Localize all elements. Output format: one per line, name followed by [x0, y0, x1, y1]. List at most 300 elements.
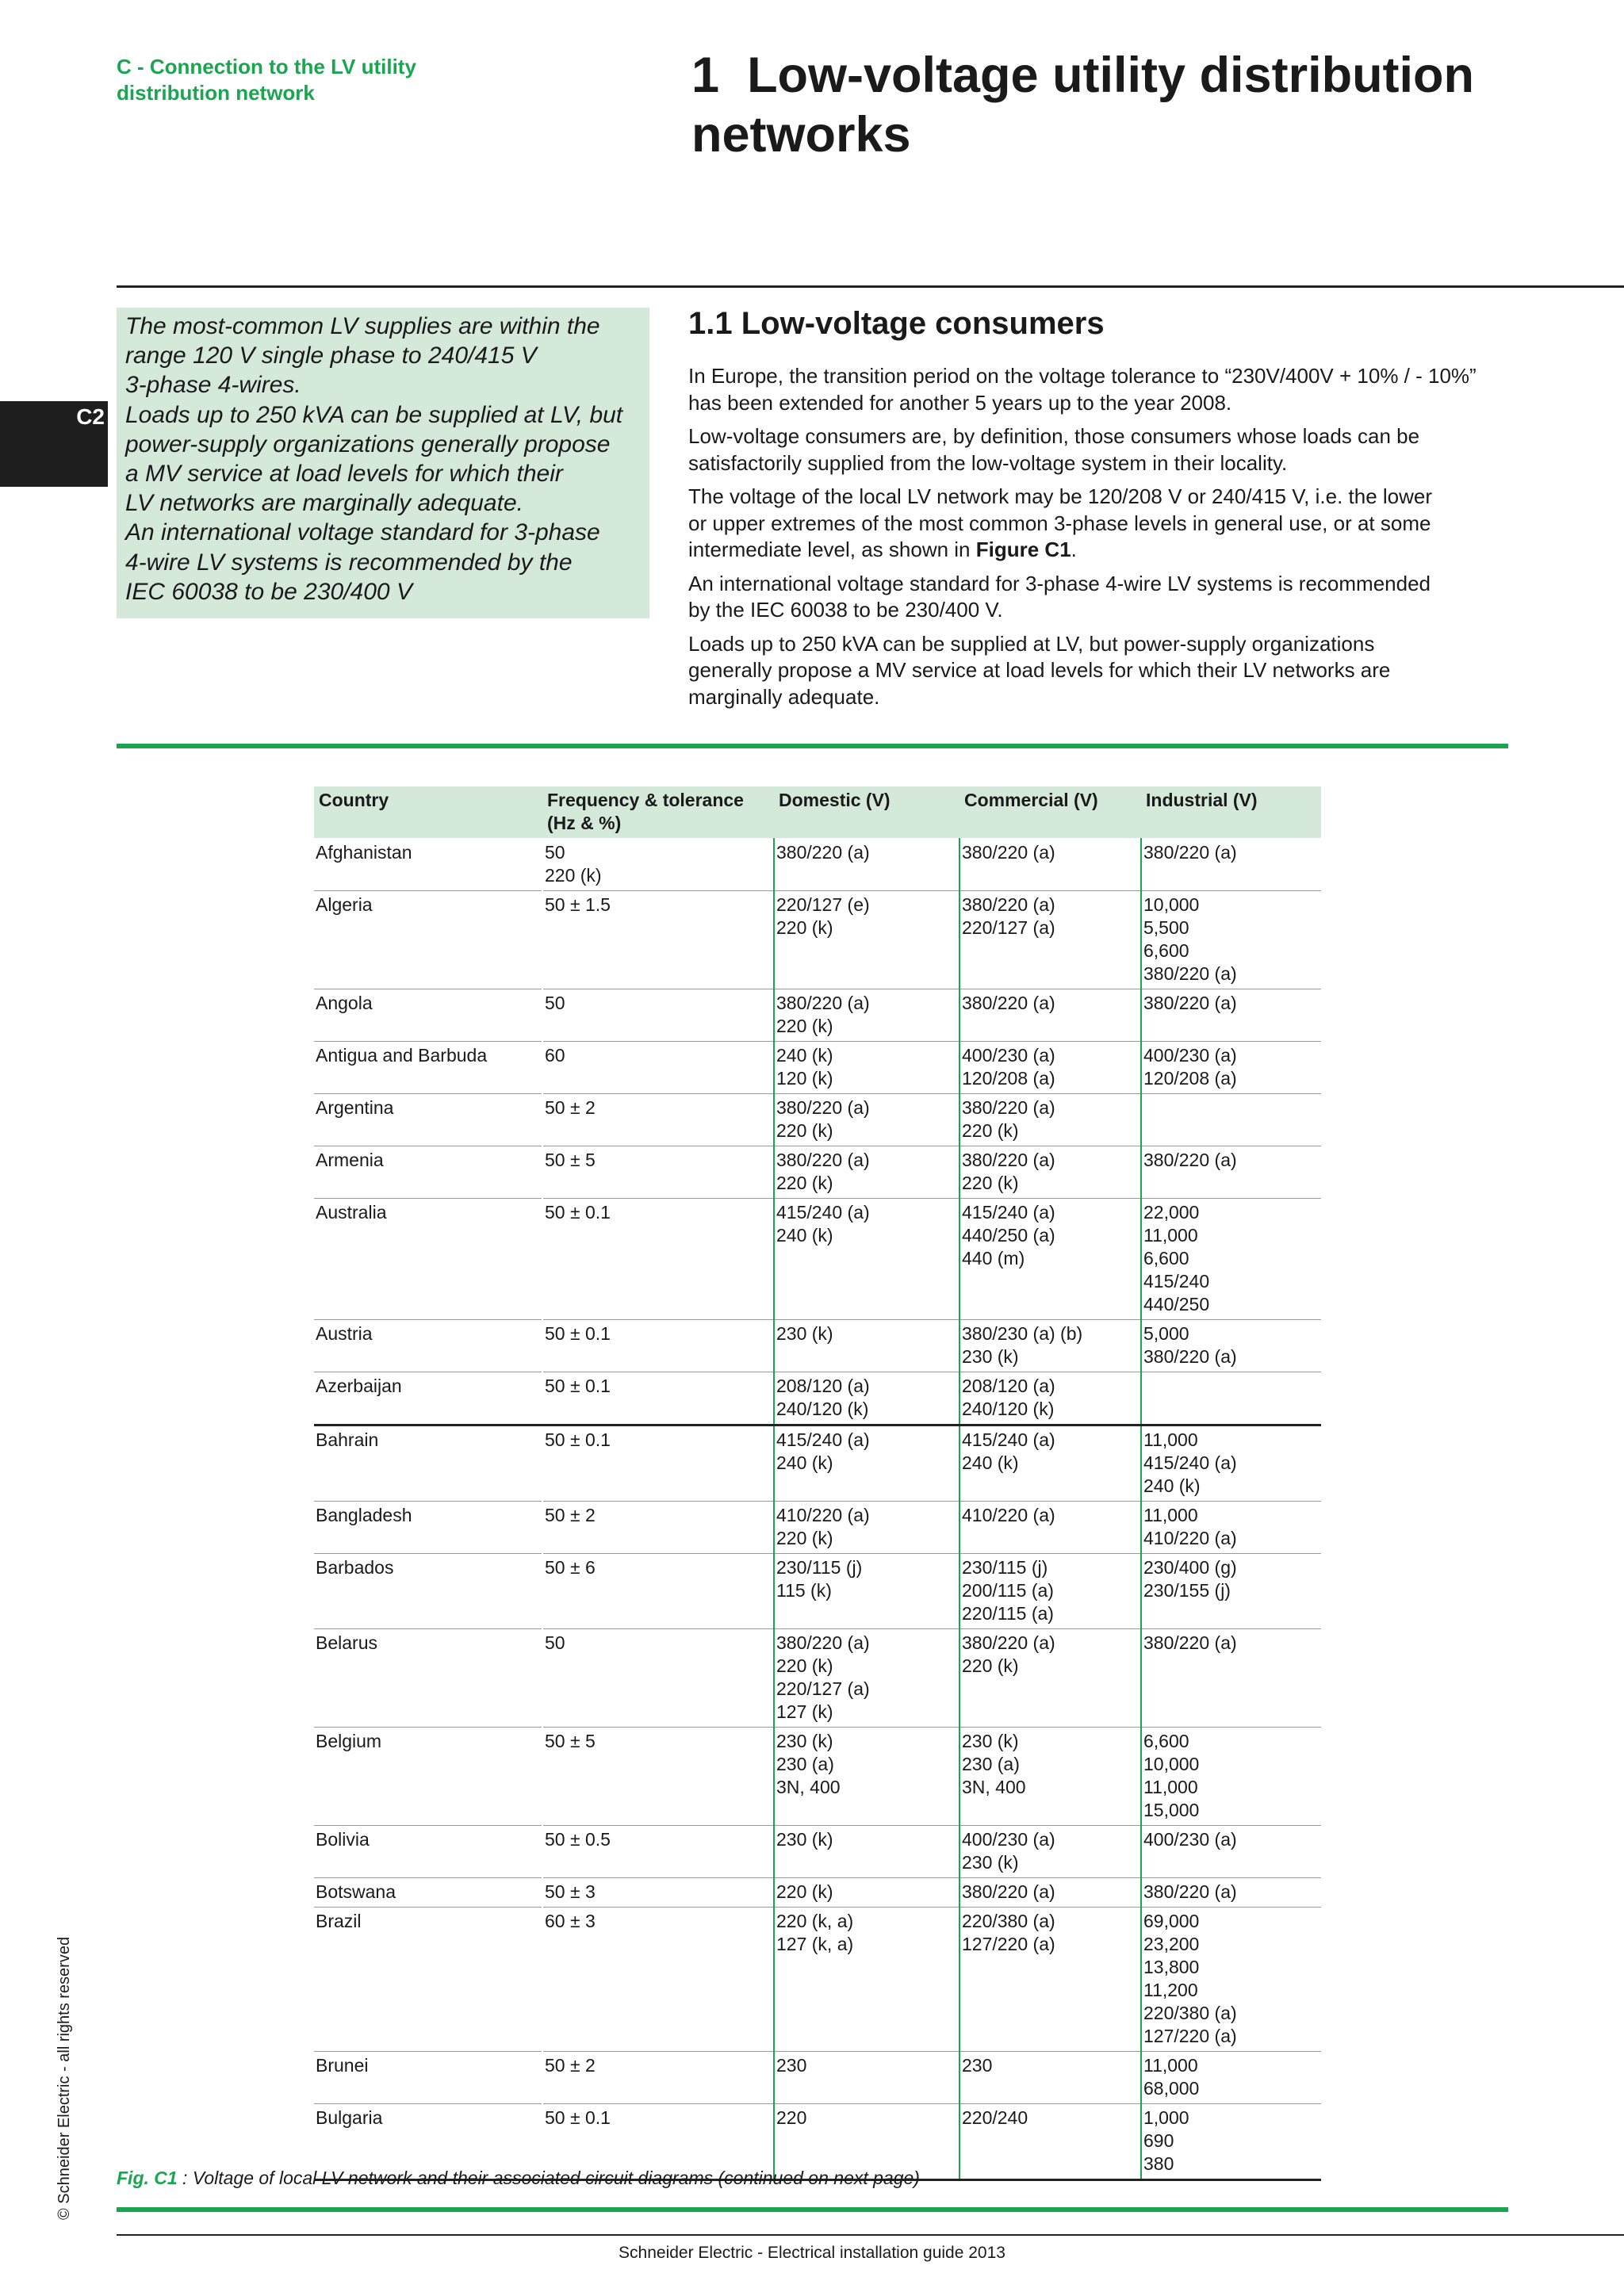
cell-value: 220 (k): [962, 1655, 1019, 1676]
industrial-cell: [1141, 1094, 1321, 1146]
voltage-table-container: [314, 786, 1321, 2181]
summary-line: LV networks are marginally adequate.: [125, 490, 523, 517]
cell-value: 220/380 (a): [962, 1911, 1055, 1931]
cell-value: 50 ± 5: [545, 1150, 596, 1170]
cell-value: 240 (k): [962, 1452, 1019, 1473]
commercial-cell: [959, 891, 1141, 989]
country-cell: [314, 1502, 542, 1554]
industrial-cell: [1141, 1320, 1321, 1372]
cell-value: 380/220 (a): [962, 1150, 1055, 1170]
domestic-cell: [774, 1094, 959, 1146]
header-text: (Hz & %): [547, 813, 622, 833]
country-cell: [314, 891, 542, 989]
cell-value: 400/230 (a): [1143, 1045, 1237, 1066]
cell-value: 415/240 (a): [1143, 1452, 1237, 1473]
table-row: [314, 1908, 1321, 2052]
cell-value: 50 ± 1.5: [545, 894, 611, 915]
cell-value: 1,000: [1143, 2107, 1189, 2128]
cell-value: 240/120 (k): [776, 1399, 869, 1419]
header-text: Domestic (V): [779, 790, 891, 810]
table-row: [314, 2052, 1321, 2104]
cell-value: 50 ± 0.1: [545, 2107, 611, 2128]
page-title-line-1: [691, 46, 1603, 105]
country-cell: [314, 1629, 542, 1728]
footer-text: Schneider Electric - Electrical installation guide 2013: [619, 2244, 1005, 2262]
frequency-cell: [542, 1094, 774, 1146]
cell-value: 440/250 (a): [962, 1225, 1055, 1246]
cell-value: 50 ± 0.1: [545, 1376, 611, 1396]
table-row: [314, 838, 1321, 891]
cell-value: 380/220 (a): [1143, 1346, 1237, 1367]
cell-value: 11,000: [1143, 1777, 1198, 1797]
cell-value: 400/230 (a): [962, 1045, 1055, 1066]
paragraph-2: [688, 423, 1592, 476]
country-cell: [314, 1320, 542, 1372]
cell-value: 240 (k): [776, 1225, 833, 1246]
domestic-cell: [774, 1826, 959, 1878]
cell-value: 230 (k): [776, 1829, 833, 1850]
cell-value: Botswana: [316, 1881, 396, 1902]
frequency-cell: [542, 838, 774, 891]
industrial-cell: [1141, 2104, 1321, 2180]
section-label: [117, 54, 489, 106]
commercial-cell: [959, 1728, 1141, 1826]
summary-line: a MV service at load levels for which their: [125, 461, 563, 488]
cell-value: 50 ± 0.1: [545, 1429, 611, 1450]
cell-value: Bulgaria: [316, 2107, 383, 2128]
cell-value: 240/120 (k): [962, 1399, 1055, 1419]
title-text-line-1: Low-voltage utility distribution: [747, 48, 1475, 103]
cell-value: 220 (k): [962, 1173, 1019, 1193]
cell-value: 230/115 (j): [962, 1557, 1048, 1578]
domestic-cell: [774, 1728, 959, 1826]
table-header-cell: [314, 786, 542, 838]
figure-caption: [117, 2168, 920, 2189]
cell-value: 220 (k): [545, 865, 602, 886]
commercial-cell: [959, 2052, 1141, 2104]
paragraph-line: The voltage of the local LV network may be 120/208 V or 240/415 V, i.e. the lower: [688, 484, 1433, 508]
commercial-cell: [959, 1554, 1141, 1629]
cell-value: 380/220 (a): [776, 993, 870, 1013]
domestic-cell: [774, 1629, 959, 1728]
cell-value: 208/120 (a): [962, 1376, 1055, 1396]
cell-value: 15,000: [1143, 1800, 1200, 1820]
page-title-line-2: networks: [691, 107, 911, 163]
commercial-cell: [959, 1094, 1141, 1146]
domestic-cell: [774, 1372, 959, 1425]
page-number: C2: [76, 404, 105, 429]
cell-value: 380/220 (a): [962, 842, 1055, 863]
cell-value: 380/220 (a): [1143, 1881, 1237, 1902]
cell-value: 230 (a): [776, 1754, 834, 1774]
table-body: [314, 838, 1321, 2180]
cell-value: Brunei: [316, 2055, 369, 2076]
domestic-cell: [774, 891, 959, 989]
header-text: Commercial (V): [964, 790, 1098, 810]
table-row: [314, 1425, 1321, 1502]
frequency-cell: [542, 1425, 774, 1502]
cell-value: 410/220 (a): [776, 1505, 870, 1525]
country-cell: [314, 1425, 542, 1502]
cell-value: 220 (k, a): [776, 1911, 854, 1931]
cell-value: 440/250: [1143, 1294, 1210, 1314]
paragraph-line: satisfactorily supplied from the low-voltage system in their locality.: [688, 450, 1288, 475]
cell-value: 380: [1143, 2153, 1174, 2174]
frequency-cell: [542, 1554, 774, 1629]
bottom-divider: [117, 2234, 1624, 2236]
cell-value: Bangladesh: [316, 1505, 412, 1525]
table-row: [314, 1629, 1321, 1728]
commercial-cell: [959, 1425, 1141, 1502]
commercial-cell: [959, 838, 1141, 891]
cell-value: 220 (k): [962, 1120, 1019, 1141]
table-row: [314, 1094, 1321, 1146]
summary-line: An international voltage standard for 3-phase: [125, 519, 600, 546]
cell-value: 380/220 (a): [776, 842, 870, 863]
table-header-cell: [542, 786, 774, 838]
cell-value: 230/400 (g): [1143, 1557, 1237, 1578]
cell-value: 220/380 (a): [1143, 2003, 1237, 2023]
cell-value: 220: [776, 2107, 807, 2128]
table-row: [314, 1728, 1321, 1826]
table-row: [314, 1146, 1321, 1199]
domestic-cell: [774, 1146, 959, 1199]
country-cell: [314, 1554, 542, 1629]
cell-value: 127/220 (a): [1143, 2026, 1237, 2046]
cell-value: 127/220 (a): [962, 1934, 1055, 1954]
country-cell: [314, 1908, 542, 2052]
section-label-line-2: distribution network: [117, 81, 315, 105]
cell-value: 10,000: [1143, 1754, 1200, 1774]
cell-value: 11,000: [1143, 1225, 1198, 1246]
industrial-cell: [1141, 1878, 1321, 1908]
cell-value: 400/230 (a): [962, 1829, 1055, 1850]
domestic-cell: [774, 989, 959, 1042]
cell-value: 230 (k): [962, 1852, 1019, 1873]
cell-value: 220/127 (e): [776, 894, 870, 915]
cell-value: 127 (k): [776, 1701, 833, 1722]
paragraph-3: [688, 484, 1592, 564]
cell-value: 120/208 (a): [962, 1068, 1055, 1089]
cell-value: 415/240 (a): [776, 1429, 870, 1450]
cell-value: 23,200: [1143, 1934, 1200, 1954]
cell-value: Algeria: [316, 894, 373, 915]
summary-line: 3-phase 4-wires.: [125, 372, 301, 399]
paragraph-5: [688, 631, 1592, 711]
domestic-cell: [774, 1554, 959, 1629]
frequency-cell: [542, 1042, 774, 1094]
cell-value: 415/240 (a): [776, 1202, 870, 1223]
cell-value: 230: [776, 2055, 807, 2076]
cell-value: 50 ± 6: [545, 1557, 596, 1578]
cell-value: 6,600: [1143, 1731, 1189, 1751]
cell-value: 220 (k): [776, 1881, 833, 1902]
table-row: [314, 1502, 1321, 1554]
header-text: Frequency & tolerance: [547, 790, 744, 810]
cell-value: 68,000: [1143, 2078, 1200, 2099]
summary-line: Loads up to 250 kVA can be supplied at LV, but: [125, 401, 623, 428]
cell-value: 220 (k): [776, 1655, 833, 1676]
cell-value: 10,000: [1143, 894, 1200, 915]
paragraph-line: Low-voltage consumers are, by definition, those consumers whose loads can be: [688, 424, 1420, 448]
commercial-cell: [959, 1878, 1141, 1908]
top-divider: [117, 285, 1624, 288]
cell-value: 230 (k): [776, 1323, 833, 1344]
cell-value: 22,000: [1143, 1202, 1200, 1223]
cell-value: Afghanistan: [316, 842, 412, 863]
table-row: [314, 891, 1321, 989]
country-cell: [314, 1094, 542, 1146]
copyright-notice: © Schneider Electric - all rights reserved: [56, 1936, 73, 2220]
cell-value: Argentina: [316, 1097, 394, 1118]
cell-value: 380/220 (a): [962, 1881, 1055, 1902]
cell-value: Azerbaijan: [316, 1376, 402, 1396]
paragraph-1: [688, 363, 1592, 416]
header-text: Country: [319, 790, 389, 810]
cell-value: 380/220 (a): [776, 1097, 870, 1118]
paragraph-line: [688, 537, 1592, 564]
domestic-cell: [774, 1878, 959, 1908]
cell-value: 380/220 (a): [1143, 842, 1237, 863]
cell-value: 220/240: [962, 2107, 1028, 2128]
page-title: [691, 46, 1603, 165]
cell-value: Angola: [316, 993, 373, 1013]
cell-value: Barbados: [316, 1557, 394, 1578]
table-row: [314, 1042, 1321, 1094]
cell-value: 230 (a): [962, 1754, 1020, 1774]
cell-value: Armenia: [316, 1150, 384, 1170]
commercial-cell: [959, 2104, 1141, 2180]
cell-value: 415/240 (a): [962, 1429, 1055, 1450]
cell-value: 200/115 (a): [962, 1580, 1054, 1601]
table-header-cell: [959, 786, 1141, 838]
cell-value: 380/220 (a): [1143, 963, 1237, 984]
industrial-cell: [1141, 1502, 1321, 1554]
cell-value: 380/230 (a) (b): [962, 1323, 1083, 1344]
cell-value: 60: [545, 1045, 565, 1066]
cell-value: 380/220 (a): [962, 1097, 1055, 1118]
cell-value: 11,000: [1143, 1505, 1198, 1525]
cell-value: 410/220 (a): [962, 1505, 1055, 1525]
page-number-tab: [0, 401, 108, 487]
domestic-cell: [774, 1908, 959, 2052]
cell-value: 220 (k): [776, 1120, 833, 1141]
cell-value: 230 (k): [962, 1346, 1019, 1367]
cell-value: 50 ± 3: [545, 1881, 596, 1902]
cell-value: 440 (m): [962, 1248, 1025, 1269]
green-divider: [117, 744, 1508, 748]
table-row: [314, 1554, 1321, 1629]
industrial-cell: [1141, 989, 1321, 1042]
cell-value: 230/115 (j): [776, 1557, 863, 1578]
paragraph-line: generally propose a MV service at load levels for which their LV networks are: [688, 658, 1391, 682]
frequency-cell: [542, 1629, 774, 1728]
commercial-cell: [959, 1146, 1141, 1199]
summary-line: range 120 V single phase to 240/415 V: [125, 342, 537, 369]
paragraph-line: In Europe, the transition period on the voltage tolerance to “230V/400V + 10% / - 10%”: [688, 364, 1477, 388]
cell-value: 380/220 (a): [1143, 1632, 1237, 1653]
country-cell: [314, 1878, 542, 1908]
country-cell: [314, 1372, 542, 1425]
frequency-cell: [542, 1320, 774, 1372]
cell-value: 11,000: [1143, 1429, 1198, 1450]
table-row: [314, 989, 1321, 1042]
cell-value: 120/208 (a): [1143, 1068, 1237, 1089]
cell-value: 11,000: [1143, 2055, 1198, 2076]
summary-line: 4-wire LV systems is recommended by the: [125, 549, 573, 576]
cell-value: 220/127 (a): [776, 1678, 870, 1699]
frequency-cell: [542, 1199, 774, 1320]
industrial-cell: [1141, 2052, 1321, 2104]
cell-value: 50 ± 0.1: [545, 1202, 611, 1223]
table-row: [314, 1826, 1321, 1878]
cell-value: 50: [545, 1632, 565, 1653]
paragraph-line: An international voltage standard for 3-phase 4-wire LV systems is recommended: [688, 571, 1431, 595]
green-divider-bottom: [117, 2207, 1508, 2212]
frequency-cell: [542, 989, 774, 1042]
cell-value: Austria: [316, 1323, 373, 1344]
figure-caption-text: : Voltage of local LV network and their associated circuit diagrams (continued on next page): [177, 2168, 920, 2188]
cell-value: 50: [545, 993, 565, 1013]
commercial-cell: [959, 1199, 1141, 1320]
cell-value: 50 ± 5: [545, 1731, 596, 1751]
cell-value: 60 ± 3: [545, 1911, 596, 1931]
voltage-table: [314, 786, 1321, 2181]
industrial-cell: [1141, 1042, 1321, 1094]
cell-value: 230 (k): [962, 1731, 1019, 1751]
table-row: [314, 1372, 1321, 1425]
commercial-cell: [959, 1372, 1141, 1425]
cell-value: 240 (k): [776, 1045, 833, 1066]
cell-value: 6,600: [1143, 940, 1189, 961]
industrial-cell: [1141, 1728, 1321, 1826]
cell-value: 220 (k): [776, 1528, 833, 1548]
cell-value: 220 (k): [776, 1016, 833, 1036]
cell-value: 69,000: [1143, 1911, 1200, 1931]
body-text: [688, 363, 1592, 718]
industrial-cell: [1141, 1826, 1321, 1878]
cell-value: Belarus: [316, 1632, 377, 1653]
cell-value: 690: [1143, 2130, 1174, 2151]
cell-value: 50 ± 2: [545, 1505, 596, 1525]
commercial-cell: [959, 1908, 1141, 2052]
domestic-cell: [774, 2052, 959, 2104]
industrial-cell: [1141, 1908, 1321, 2052]
industrial-cell: [1141, 1425, 1321, 1502]
country-cell: [314, 989, 542, 1042]
subsection-title: 1.1 Low-voltage consumers: [688, 306, 1105, 341]
cell-value: 240 (k): [1143, 1475, 1201, 1496]
cell-value: 120 (k): [776, 1068, 833, 1089]
domestic-cell: [774, 1199, 959, 1320]
frequency-cell: [542, 1146, 774, 1199]
frequency-cell: [542, 1502, 774, 1554]
country-cell: [314, 1826, 542, 1878]
table-row: [314, 1320, 1321, 1372]
cell-value: Brazil: [316, 1911, 362, 1931]
cell-value: 230 (k): [776, 1731, 833, 1751]
frequency-cell: [542, 1372, 774, 1425]
table-row: [314, 1878, 1321, 1908]
cell-value: 3N, 400: [776, 1777, 841, 1797]
cell-value: 11,200: [1143, 1980, 1198, 2000]
country-cell: [314, 1042, 542, 1094]
paragraph-line: marginally adequate.: [688, 684, 880, 709]
cell-value: Bolivia: [316, 1829, 370, 1850]
domestic-cell: [774, 1502, 959, 1554]
cell-value: 50: [545, 842, 565, 863]
cell-value: Antigua and Barbuda: [316, 1045, 488, 1066]
country-cell: [314, 2052, 542, 2104]
commercial-cell: [959, 1042, 1141, 1094]
frequency-cell: [542, 891, 774, 989]
industrial-cell: [1141, 1629, 1321, 1728]
frequency-cell: [542, 2052, 774, 2104]
commercial-cell: [959, 1502, 1141, 1554]
cell-value: Australia: [316, 1202, 387, 1223]
cell-value: 415/240: [1143, 1271, 1210, 1292]
cell-value: 220/127 (a): [962, 917, 1055, 938]
country-cell: [314, 1146, 542, 1199]
cell-value: 220 (k): [776, 1173, 833, 1193]
commercial-cell: [959, 989, 1141, 1042]
table-header-cell: [1141, 786, 1321, 838]
table-header-cell: [774, 786, 959, 838]
industrial-cell: [1141, 1146, 1321, 1199]
cell-value: 50 ± 2: [545, 1097, 596, 1118]
cell-value: 380/220 (a): [1143, 993, 1237, 1013]
cell-value: 400/230 (a): [1143, 1829, 1237, 1850]
country-cell: [314, 1728, 542, 1826]
cell-value: 5,500: [1143, 917, 1189, 938]
country-cell: [314, 838, 542, 891]
domestic-cell: [774, 1425, 959, 1502]
paragraph-line: or upper extremes of the most common 3-phase levels in general use, or at some: [688, 511, 1431, 535]
cell-value: 50 ± 0.5: [545, 1829, 611, 1850]
header-text: Industrial (V): [1146, 790, 1258, 810]
industrial-cell: [1141, 1199, 1321, 1320]
cell-value: 380/220 (a): [1143, 1150, 1237, 1170]
cell-value: 380/220 (a): [962, 1632, 1055, 1653]
table-row: [314, 1199, 1321, 1320]
frequency-cell: [542, 1728, 774, 1826]
summary-line: The most-common LV supplies are within the: [125, 313, 600, 339]
paragraph-4: [688, 571, 1592, 624]
figure-label: Fig. C1: [117, 2168, 178, 2188]
cell-value: 50 ± 2: [545, 2055, 596, 2076]
cell-value: 410/220 (a): [1143, 1528, 1237, 1548]
commercial-cell: [959, 1629, 1141, 1728]
commercial-cell: [959, 1826, 1141, 1878]
summary-line: IEC 60038 to be 230/400 V: [125, 578, 412, 605]
figure-reference: Figure C1: [975, 538, 1071, 561]
cell-value: 208/120 (a): [776, 1376, 870, 1396]
cell-value: 380/220 (a): [962, 894, 1055, 915]
cell-value: 127 (k, a): [776, 1934, 854, 1954]
frequency-cell: [542, 1878, 774, 1908]
industrial-cell: [1141, 891, 1321, 989]
page-footer: [0, 2244, 1624, 2263]
industrial-cell: [1141, 1372, 1321, 1425]
commercial-cell: [959, 1320, 1141, 1372]
cell-value: 13,800: [1143, 1957, 1200, 1977]
cell-value: 6,600: [1143, 1248, 1189, 1269]
table-header-row: [314, 786, 1321, 838]
cell-value: 50 ± 0.1: [545, 1323, 611, 1344]
cell-value: 3N, 400: [962, 1777, 1026, 1797]
title-number: 1: [691, 48, 720, 103]
cell-value: 220 (k): [776, 917, 833, 938]
